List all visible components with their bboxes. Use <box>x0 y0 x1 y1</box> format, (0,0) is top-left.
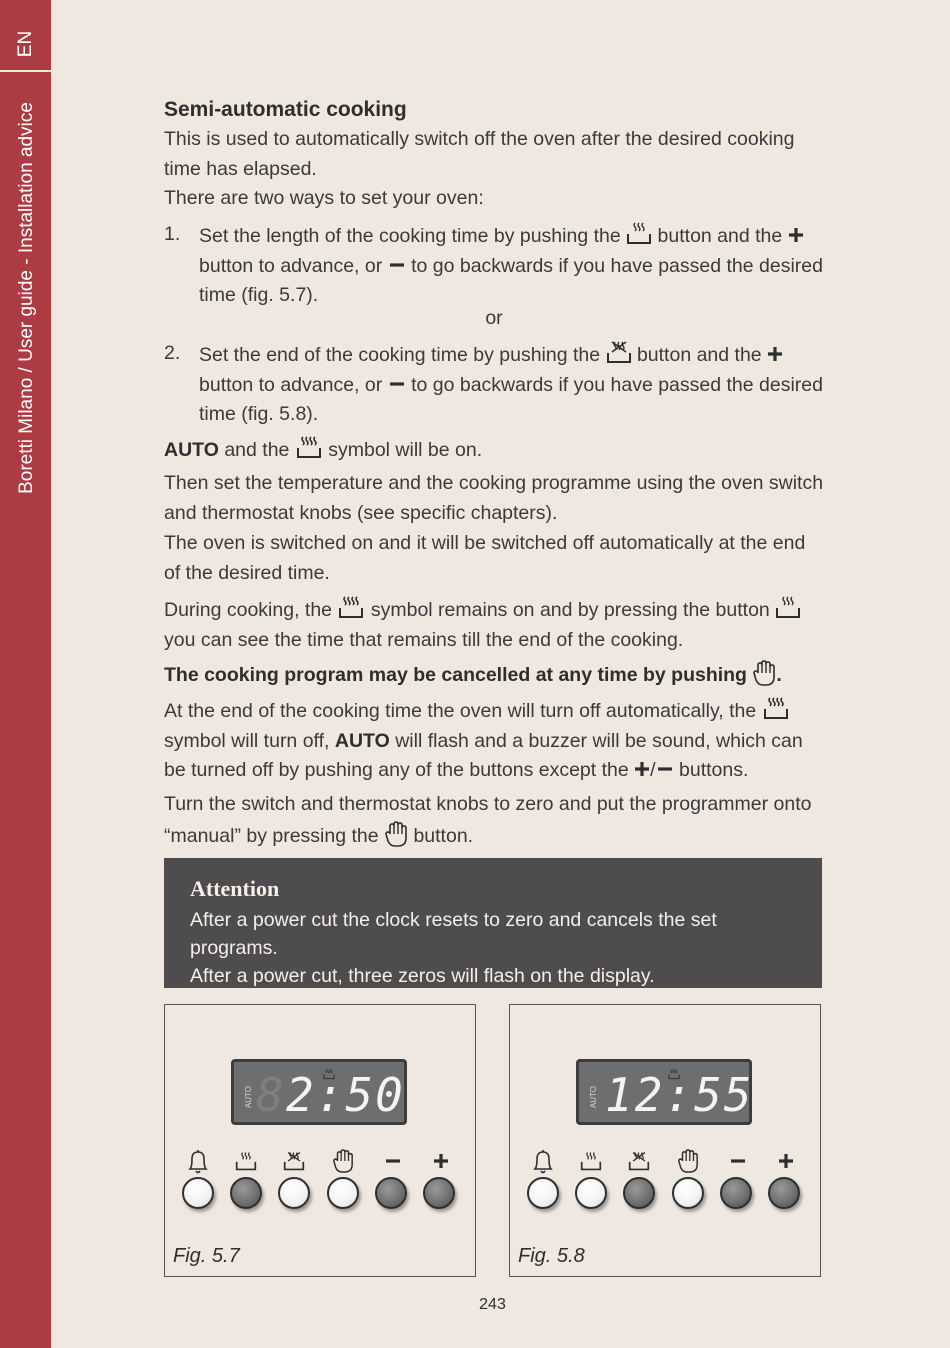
duration-icon <box>577 1147 605 1175</box>
text-span: Set the length of the cooking time by pushing the <box>199 225 621 247</box>
knob-button[interactable] <box>575 1177 607 1209</box>
digital-display <box>576 1059 752 1125</box>
end-time-icon <box>606 339 632 365</box>
bell-icon <box>529 1147 557 1175</box>
minus-icon <box>388 376 406 392</box>
plus-icon <box>427 1147 455 1175</box>
knob-button[interactable] <box>182 1177 214 1209</box>
minus-icon <box>724 1147 752 1175</box>
then-paragraph: Then set the temperature and the cooking programme using the oven switch and thermostat knobs (see specific chapters). <box>164 472 824 524</box>
list-number: 2. <box>164 342 181 364</box>
text-span: and the <box>224 439 290 461</box>
display-time: 12:55 <box>605 1068 754 1122</box>
sidebar <box>0 0 51 1348</box>
duration-icon <box>775 594 801 620</box>
manual-hand-icon <box>752 659 776 687</box>
knob-button[interactable] <box>423 1177 455 1209</box>
auto-label: AUTO <box>164 439 219 461</box>
section-heading: Semi-automatic cooking <box>164 98 407 121</box>
attention-box <box>164 858 822 988</box>
text-span: symbol remains on and by pressing the button <box>370 599 770 621</box>
cooking-symbol-icon <box>337 594 365 620</box>
text-span: symbol will be on. <box>328 439 483 461</box>
duration-icon <box>232 1147 260 1175</box>
text-span: The cooking program may be cancelled at any time by pushing <box>164 664 747 686</box>
display-time: 2:50 <box>286 1068 405 1122</box>
knob-button[interactable] <box>768 1177 800 1209</box>
text-span: button to advance, or <box>199 254 383 277</box>
language-tab <box>0 0 51 72</box>
plus-icon <box>767 346 783 362</box>
text-span: Set the end of the cooking time by pushing the <box>199 344 601 366</box>
text-span: symbol will turn off, <box>164 729 330 752</box>
text-span: you can see the time that remains till the end of the cooking. <box>164 628 684 651</box>
list-item-text <box>199 339 824 430</box>
end-time-icon <box>280 1147 308 1175</box>
knob-button[interactable] <box>327 1177 359 1209</box>
auto-label: AUTO <box>334 729 390 752</box>
text-span: / <box>650 759 656 781</box>
list-item-text <box>199 220 824 311</box>
or-separator: or <box>485 307 503 329</box>
cancel-line: The cooking program may be cancelled at any time by pushing . <box>164 659 824 691</box>
knob-button[interactable] <box>527 1177 559 1209</box>
attention-line: After a power cut the clock resets to zero and cancels the set programs. <box>190 909 717 959</box>
knob-button[interactable] <box>230 1177 262 1209</box>
text-span: button and the <box>657 225 783 247</box>
text-span: button and the <box>636 344 762 366</box>
digital-display <box>231 1059 407 1125</box>
knob-button[interactable] <box>720 1177 752 1209</box>
text-span: buttons. <box>679 759 749 781</box>
text-span: to go backwards if you have passed the desired time (fig. 5.7). <box>199 254 823 306</box>
text-span: Turn the switch and thermostat knobs to zero and put the programmer onto “manual” by pressing the <box>164 793 812 847</box>
manual-hand-icon <box>674 1147 702 1175</box>
plus-icon <box>634 761 650 777</box>
end-time-icon <box>625 1147 653 1175</box>
text-span: button. <box>413 824 474 847</box>
text-span: will flash and a buzzer will be sound, which can be turned off by pushing any of the buttons except the <box>164 729 803 781</box>
cooking-symbol-icon <box>762 695 790 721</box>
duration-icon <box>626 220 652 246</box>
text-span: to go backwards if you have passed the desired time (fig. 5.8). <box>199 373 823 425</box>
minus-icon <box>379 1147 407 1175</box>
turn-paragraph <box>164 790 824 851</box>
switched-paragraph: The oven is switched on and it will be switched off automatically at the end of the desired time. <box>164 532 806 584</box>
attention-line: After a power cut, three zeros will flash on the display. <box>190 965 655 987</box>
knob-button[interactable] <box>672 1177 704 1209</box>
knob-button[interactable] <box>375 1177 407 1209</box>
display-ghost-digit: 8 <box>256 1068 284 1122</box>
figure-caption: Fig. 5.8 <box>518 1245 585 1267</box>
manual-hand-icon <box>329 1147 357 1175</box>
during-paragraph <box>164 594 824 655</box>
bell-icon <box>184 1147 212 1175</box>
manual-hand-icon <box>384 820 408 848</box>
text-span: During cooking, the <box>164 599 333 621</box>
list-number: 1. <box>164 223 181 245</box>
text-span: button to advance, or <box>199 373 383 396</box>
auto-indicator: AUTO <box>589 1086 598 1109</box>
knob-button[interactable] <box>278 1177 310 1209</box>
plus-icon <box>772 1147 800 1175</box>
auto-status-line <box>164 434 824 466</box>
end-paragraph <box>164 695 824 786</box>
cooking-symbol-icon <box>322 1068 336 1080</box>
minus-icon <box>656 761 674 777</box>
text-span: At the end of the cooking time the oven will turn off automatically, the <box>164 700 757 722</box>
page-number: 243 <box>479 1296 506 1313</box>
sidebar-title: Boretti Milano / User guide - Installation advice <box>16 102 37 494</box>
auto-indicator: AUTO <box>244 1086 253 1109</box>
language-label: EN <box>15 30 36 58</box>
figure-caption: Fig. 5.7 <box>173 1245 240 1267</box>
intro-paragraph: This is used to automatically switch off the oven after the desired cooking time has elapsed. <box>164 128 795 180</box>
knob-button[interactable] <box>623 1177 655 1209</box>
intro-ways: There are two ways to set your oven: <box>164 187 484 209</box>
cooking-symbol-icon <box>295 434 323 460</box>
attention-title: Attention <box>190 876 280 901</box>
figure-control-panel <box>164 1004 476 1277</box>
plus-icon <box>788 227 804 243</box>
minus-icon <box>388 257 406 273</box>
figure-control-panel <box>509 1004 821 1277</box>
cooking-symbol-icon <box>667 1068 681 1080</box>
